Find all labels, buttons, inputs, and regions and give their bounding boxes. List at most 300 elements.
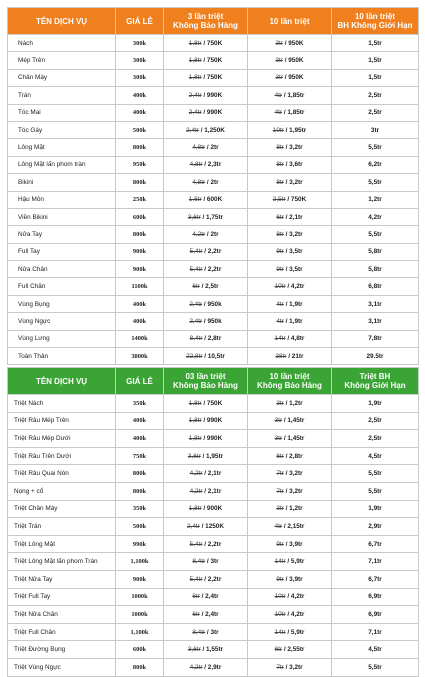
old-price: 38tr [275,352,287,360]
new-price: / 2,5tr [201,283,219,291]
unlimited-warranty-price: 7,8tr [332,330,419,347]
table-row [8,208,419,225]
new-price: / 2,2tr [204,248,222,256]
old-price: 4,2tr [189,663,203,671]
unlimited-warranty-price: 5,5tr [332,482,419,500]
new-price: / 1,45tr [283,417,305,425]
single-price: 400k [116,313,164,330]
table-row [8,623,419,641]
three-session-price [164,191,248,208]
service-name: Triệt Chân Mày [8,500,116,518]
single-price: 350k [116,500,164,518]
new-price: / 1,9tr [285,317,303,325]
unlimited-warranty-price: 6,9tr [332,606,419,624]
new-price: / 4,8tr [287,335,305,343]
three-session-price [164,104,248,121]
new-price: / 3,2tr [285,470,303,478]
old-price: 9tr [276,248,284,256]
ten-session-price [248,348,332,365]
table-header-row [8,368,419,395]
single-price: 750k [116,447,164,465]
new-price: / 750K [203,39,223,47]
service-name: Lông Mặt lấn phom tràn [8,156,116,173]
ten-session-price [248,518,332,536]
three-session-price [164,348,248,365]
three-session-price [164,570,248,588]
service-name: Nọng + cổ [8,482,116,500]
new-price: / 2,2tr [204,540,222,548]
old-price: 6tr [192,593,200,601]
three-session-price [164,395,248,413]
ten-session-price [248,570,332,588]
three-session-price [164,623,248,641]
old-price: 8tr [276,161,284,169]
unlimited-warranty-price: 3tr [332,121,419,138]
service-name: Nửa Chân [8,261,116,278]
new-price: / 950k [203,317,222,325]
new-price: / 1,95tr [285,126,307,134]
new-price: / 1,45tr [283,434,305,442]
col-header-service: TÊN DỊCH VỤ [8,8,116,35]
old-price: 9tr [276,540,284,548]
single-price: 600k [116,641,164,659]
new-price: / 3tr [206,558,219,566]
ten-session-price [248,156,332,173]
new-price: / 3,9tr [285,540,303,548]
service-name: Triệt Râu Mép Trên [8,412,116,430]
old-price: 6tr [192,610,200,618]
new-price: / 1,55tr [202,646,224,654]
service-name: Tóc Gáy [8,121,116,138]
unlimited-warranty-price: 5,8tr [332,261,419,278]
unlimited-warranty-price: 7,1tr [332,623,419,641]
single-price: 400k [116,430,164,448]
old-price: 4,8tr [189,161,203,169]
new-price: / 1250K [201,522,224,530]
old-price: 4tr [274,91,283,99]
single-price: 800k [116,465,164,483]
old-price: 6tr [276,213,284,221]
service-name: Triệt Đường Bụng [8,641,116,659]
three-session-price [164,261,248,278]
table-row [8,35,419,52]
table-row [8,261,419,278]
ten-session-price [248,535,332,553]
table-row [8,482,419,500]
ten-session-price [248,191,332,208]
old-price: 3tr [275,74,283,82]
ten-session-price [248,69,332,86]
new-price: / 2,9tr [204,663,222,671]
service-name: Triệt Full Chân [8,623,116,641]
new-price: / 3,2tr [285,663,303,671]
old-price: 2,4tr [188,109,202,117]
col-header-10-sessions: 10 lần triệt Không Bảo Hàng [248,368,332,395]
table-row [8,243,419,260]
service-name: Triệt Lông Mặt [8,535,116,553]
service-name: Trán [8,87,116,104]
three-session-price [164,500,248,518]
col-header-service: TÊN DỊCH VỤ [8,368,116,395]
new-price: / 2,8tr [204,335,222,343]
old-price: 4tr [276,300,284,308]
three-session-price [164,87,248,104]
new-price: / 1,9tr [285,300,303,308]
unlimited-warranty-price: 2,9tr [332,518,419,536]
three-session-price [164,606,248,624]
service-name: Triệt Full Tay [8,588,116,606]
service-name: Triệt Râu Mép Dưới [8,430,116,448]
old-price: 4,2tr [192,230,206,238]
old-price: 10tr [274,610,286,618]
unlimited-warranty-price: 7,1tr [332,553,419,571]
single-price: 3800k [116,348,164,365]
table-row [8,348,419,365]
ten-session-price [248,104,332,121]
table-row [8,278,419,295]
col-header-3-sessions: 3 lần triệt Không Bảo Hàng [164,8,248,35]
new-price: / 3,2tr [285,144,303,152]
service-name: Nửa Tay [8,226,116,243]
new-price: / 950K [284,74,304,82]
unlimited-warranty-price: 1,2tr [332,191,419,208]
old-price: 1,8tr [188,399,202,407]
unlimited-warranty-price: 1,5tr [332,69,419,86]
new-price: / 990K [203,417,223,425]
three-session-price [164,278,248,295]
new-price: / 950k [203,300,222,308]
service-name: Vùng Lưng [8,330,116,347]
ten-session-price [248,174,332,191]
unlimited-warranty-price: 1,9tr [332,500,419,518]
service-name: Triệt Râu Quai Nón [8,465,116,483]
ten-session-price [248,606,332,624]
new-price: / 2,4tr [201,610,219,618]
ten-session-price [248,500,332,518]
unlimited-warranty-price: 2,5tr [332,412,419,430]
single-price: 400k [116,87,164,104]
old-price: 1,8tr [188,39,202,47]
new-price: / 750K [287,196,307,204]
three-session-price [164,430,248,448]
old-price: 3tr [276,505,284,513]
old-price: 3tr [275,39,283,47]
old-price: 4,8tr [192,144,206,152]
old-price: 2,4tr [189,300,203,308]
old-price: 14tr [274,628,286,636]
ten-session-price [248,465,332,483]
table-row [8,191,419,208]
table-row [8,518,419,536]
table-row [8,330,419,347]
table-header-row [8,8,419,35]
single-price: 300k [116,35,164,52]
service-name: Hậu Môn [8,191,116,208]
service-name: Full Tay [8,243,116,260]
old-price: 2,4tr [189,317,203,325]
old-price: 10tr [274,593,286,601]
ten-session-price [248,243,332,260]
old-price: 10tr [274,283,286,291]
single-price: 1100k [116,278,164,295]
table-row [8,52,419,69]
old-price: 6tr [192,283,200,291]
new-price: / 2,3tr [204,161,222,169]
old-price: 4,2tr [189,470,203,478]
old-price: 8,4tr [189,335,203,343]
table-row [8,121,419,138]
single-price: 900k [116,261,164,278]
new-price: / 2,8tr [285,452,303,460]
new-price: / 4,2tr [287,593,305,601]
old-price: 8,4tr [192,558,206,566]
new-price: / 990K [203,91,223,99]
new-price: / 1,2tr [285,505,303,513]
old-price: 1,8tr [188,417,202,425]
unlimited-warranty-price: 2,5tr [332,87,419,104]
new-price: / 2,2tr [204,265,222,273]
ten-session-price [248,226,332,243]
ten-session-price [248,121,332,138]
ten-session-price [248,295,332,312]
single-price: 1000k [116,588,164,606]
old-price: 1,8tr [188,74,202,82]
three-session-price [164,35,248,52]
ten-session-price [248,395,332,413]
ten-session-price [248,430,332,448]
table-row [8,156,419,173]
table-row [8,535,419,553]
old-price: 8,4tr [192,628,206,636]
unlimited-warranty-price: 5,5tr [332,174,419,191]
old-price: 7tr [276,470,284,478]
table-row [8,606,419,624]
new-price: / 900K [203,505,223,513]
price-table-green [7,367,419,677]
single-price: 990k [116,535,164,553]
new-price: / 950K [284,57,304,65]
single-price: 800k [116,482,164,500]
new-price: / 750K [203,74,223,82]
three-session-price [164,447,248,465]
ten-session-price [248,52,332,69]
ten-session-price [248,412,332,430]
old-price: 3,6tr [187,213,201,221]
three-session-price [164,69,248,86]
single-price: 900k [116,243,164,260]
ten-session-price [248,482,332,500]
price-table-orange [7,7,419,365]
old-price: 10tr [272,126,284,134]
unlimited-warranty-price: 3,1tr [332,295,419,312]
service-name: Triệt Râu Trên Dưới [8,447,116,465]
old-price: 6tr [276,452,284,460]
ten-session-price [248,641,332,659]
table-row [8,641,419,659]
old-price: 4tr [276,317,284,325]
service-name: Mép Trên [8,52,116,69]
new-price: / 990K [203,434,223,442]
single-price: 500k [116,121,164,138]
new-price: / 990K [203,109,223,117]
new-price: / 750K [203,57,223,65]
service-name: Full Chân [8,278,116,295]
unlimited-warranty-price: 1,5tr [332,35,419,52]
old-price: 1,6tr [188,196,202,204]
unlimited-warranty-price: 4,2tr [332,208,419,225]
new-price: / 2,2tr [204,575,222,583]
single-price: 1000k [116,606,164,624]
service-name: Vùng Ngực [8,313,116,330]
unlimited-warranty-price: 1,5tr [332,52,419,69]
old-price: 7tr [276,487,284,495]
service-name: Viền Bikini [8,208,116,225]
unlimited-warranty-price: 5,5tr [332,658,419,676]
table-row [8,174,419,191]
three-session-price [164,121,248,138]
single-price: 600k [116,208,164,225]
ten-session-price [248,87,332,104]
old-price: 8tr [276,144,284,152]
service-name: Triệt Nửa Chân [8,606,116,624]
service-name: Triệt Lông Mặt lấn phom Trán [8,553,116,571]
service-name: Vùng Bụng [8,295,116,312]
new-price: / 1,75tr [202,213,224,221]
service-name: Triệt Nách [8,395,116,413]
old-price: 9tr [276,575,284,583]
service-name: Triệt Nửa Tay [8,570,116,588]
unlimited-warranty-price: 6,7tr [332,535,419,553]
old-price: 4tr [274,522,283,530]
old-price: 3,6tr [187,452,201,460]
single-price: 400k [116,412,164,430]
service-name: Tóc Mai [8,104,116,121]
old-price: 2,4tr [188,91,202,99]
old-price: 14tr [274,335,286,343]
old-price: 3tr [275,57,283,65]
service-name: Nách [8,35,116,52]
old-price: 14tr [274,558,286,566]
table-row [8,447,419,465]
new-price: / 1,85tr [283,91,305,99]
new-price: / 3,6tr [285,161,303,169]
table-row [8,295,419,312]
old-price: 7tr [276,663,284,671]
new-price: / 4,2tr [287,610,305,618]
three-session-price [164,412,248,430]
table-row [8,87,419,104]
ten-session-price [248,313,332,330]
old-price: 9tr [276,265,284,273]
three-session-price [164,156,248,173]
new-price: / 10,5tr [204,352,225,360]
unlimited-warranty-price: 6,9tr [332,588,419,606]
new-price: / 3,2tr [285,230,303,238]
col-header-10-sessions: 10 lần triệt [248,8,332,35]
new-price: / 1,95tr [202,452,224,460]
three-session-price [164,52,248,69]
old-price: 2,5tr [272,196,286,204]
table-row [8,465,419,483]
new-price: / 2,4tr [201,593,219,601]
old-price: 1,8tr [188,57,202,65]
unlimited-warranty-price: 6,8tr [332,278,419,295]
ten-session-price [248,139,332,156]
old-price: 5,4tr [189,540,203,548]
new-price: / 5,9tr [287,628,305,636]
new-price: / 3,2tr [285,487,303,495]
three-session-price [164,553,248,571]
single-price: 900k [116,570,164,588]
new-price: / 1,2tr [285,399,303,407]
ten-session-price [248,658,332,676]
new-price: / 4,2tr [287,283,305,291]
service-name: Triệt Trán [8,518,116,536]
col-header-3-sessions: 03 lần triệt Không Bảo Hàng [164,368,248,395]
ten-session-price [248,623,332,641]
unlimited-warranty-price: 2,5tr [332,430,419,448]
old-price: 4tr [274,109,283,117]
ten-session-price [248,208,332,225]
old-price: 3,6tr [187,646,201,654]
service-name: Triệt Vùng Ngực [8,658,116,676]
three-session-price [164,139,248,156]
old-price: 2,4tr [187,522,200,530]
three-session-price [164,226,248,243]
table-row [8,69,419,86]
ten-session-price [248,330,332,347]
old-price: 8tr [276,178,284,186]
table-row [8,588,419,606]
table-row [8,313,419,330]
col-header-price: GIÁ LẺ [116,8,164,35]
single-price: 350k [116,395,164,413]
old-price: 5,4tr [189,248,203,256]
three-session-price [164,330,248,347]
old-price: 8tr [276,230,284,238]
single-price: 800k [116,139,164,156]
old-price: 22,8tr [186,352,203,360]
ten-session-price [248,278,332,295]
new-price: / 2,1tr [204,487,222,495]
service-name: Toàn Thân [8,348,116,365]
single-price: 300k [116,52,164,69]
new-price: / 3,2tr [285,178,303,186]
single-price: 400k [116,104,164,121]
unlimited-warranty-price: 5,8tr [332,243,419,260]
table-row [8,104,419,121]
three-session-price [164,295,248,312]
new-price: / 3,9tr [285,575,303,583]
old-price: 1,8tr [188,505,202,513]
old-price: 3tr [274,417,283,425]
table-row [8,553,419,571]
single-price: 1,100k [116,623,164,641]
single-price: 800k [116,174,164,191]
three-session-price [164,482,248,500]
single-price: 500k [116,518,164,536]
service-name: Lông Mặt [8,139,116,156]
unlimited-warranty-price: 6,7tr [332,570,419,588]
service-name: Bikini [8,174,116,191]
new-price: / 2,15tr [283,522,305,530]
new-price: / 2,55tr [283,646,305,654]
unlimited-warranty-price: 4,5tr [332,641,419,659]
three-session-price [164,518,248,536]
old-price: 3tr [276,399,284,407]
table-row [8,226,419,243]
old-price: 5,4tr [189,575,203,583]
